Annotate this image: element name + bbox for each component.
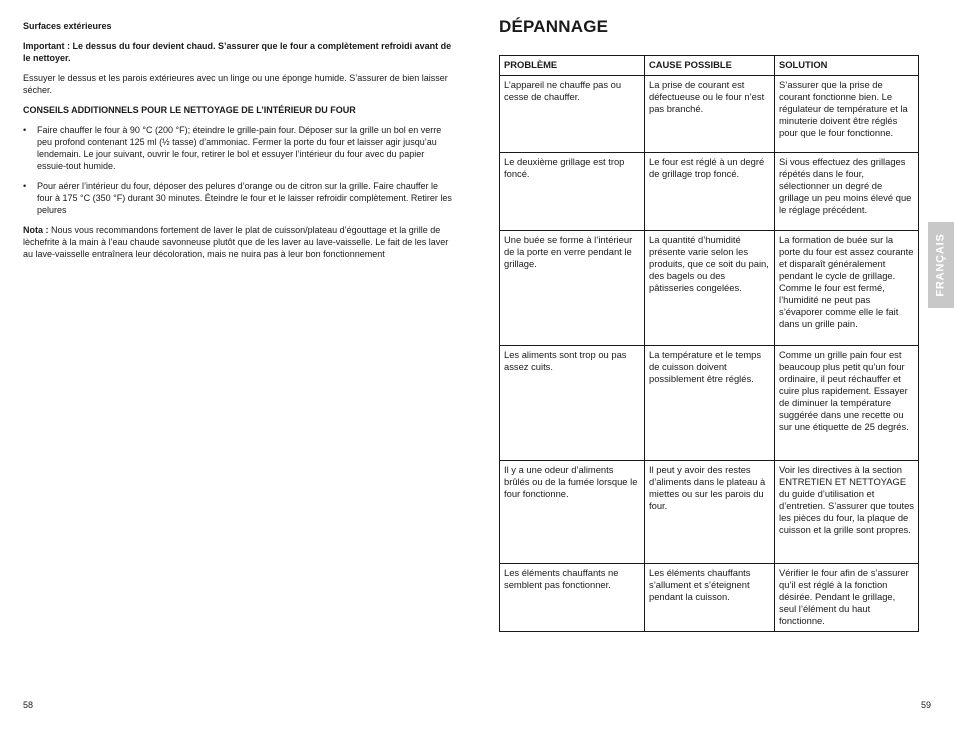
header-solution: SOLUTION	[775, 56, 919, 76]
section-title-exterior-surfaces: Surfaces extérieures	[23, 21, 112, 31]
table-cell-problem: Les éléments chauffants ne semblent pas fonctionner.	[500, 564, 645, 632]
table-row	[500, 346, 919, 461]
table-cell-problem: Le deuxième grillage est trop foncé.	[500, 153, 645, 231]
list-item	[23, 180, 453, 216]
list-item	[23, 124, 453, 172]
bullet-marker: •	[23, 125, 27, 135]
language-tab-label: FRANÇAIS	[935, 233, 948, 297]
table-cell-solution: La formation de buée sur la porte du four est assez courante et disparaît généralement pendant le cycle de grillage. Comme le four est fermé, l’humidité ne peut pas s’évaporer comme elle le fait dans un grille pain.	[775, 231, 919, 346]
wipe-instructions: Essuyer le dessus et les parois extérieures avec un linge ou une éponge humide. S’assurer de bien laisser sécher.	[23, 73, 448, 95]
table-cell-problem: L’appareil ne chauffe pas ou cesse de chauffer.	[500, 76, 645, 153]
language-tab	[928, 222, 954, 308]
table-cell-cause: La quantité d’humidité présente varie selon les produits, que ce soit du pain, des bagels ou des pâtisseries congelées.	[645, 231, 775, 346]
table-row	[500, 231, 919, 346]
page-title: DÉPANNAGE	[499, 17, 609, 36]
table-row	[500, 76, 919, 153]
tips-heading: CONSEILS ADDITIONNELS POUR LE NETTOYAGE DE L’INTÉRIEUR DU FOUR	[23, 105, 356, 115]
table-cell-cause: Le four est réglé à un degré de grillage trop foncé.	[645, 153, 775, 231]
table-cell-problem: Une buée se forme à l’intérieur de la porte en verre pendant le grillage.	[500, 231, 645, 346]
table-cell-cause: Il peut y avoir des restes d’aliments dans le plateau à miettes ou sur les parois du four.	[645, 461, 775, 564]
table-header-row	[500, 56, 919, 76]
note-text: Nous vous recommandons fortement de laver le plat de cuisson/plateau d’égouttage et la grille de lèchefrite à la main à l’eau chaude savonneuse plutôt que de les laver au lave-vaisselle. Le fait de les laver au lave-vaisselle entraînera leur décoloration, mais ne nuira pas à leur bon fonctionnement	[23, 225, 449, 259]
table-cell-problem: Il y a une odeur d’aliments brûlés ou de la fumée lorsque le four fonctionne.	[500, 461, 645, 564]
bullet-marker: •	[23, 181, 27, 191]
note-label: Nota :	[23, 225, 49, 235]
header-possible-cause: CAUSE POSSIBLE	[645, 56, 775, 76]
list-item-text: Pour aérer l’intérieur du four, déposer des pelures d’orange ou de citron sur la grille. Faire chauffer le four à 175 °C (350 °F) durant 30 minutes. Éteindre le four et le laisser refroidir complètement. Retirer les pelures	[37, 181, 452, 215]
right-page	[477, 0, 954, 738]
table-cell-solution: Si vous effectuez des grillages répétés dans le four, sélectionner un degré de grillage un peu moins élevé que le réglage précédent.	[775, 153, 919, 231]
table-cell-cause: La prise de courant est défectueuse ou le four n’est pas branché.	[645, 76, 775, 153]
left-page-content	[23, 20, 453, 268]
table-cell-solution: Comme un grille pain four est beaucoup plus petit qu’un four ordinaire, il peut réchauffer et cuire plus rapidement. Essayer de diminuer la température suggérée dans une recette ou sur une étiquette de 25 degrés.	[775, 346, 919, 461]
table-cell-solution: Voir les directives à la section ENTRETIEN ET NETTOYAGE du guide d’utilisation et d’entretien. S’assurer que toutes les pièces du four, la plaque de cuisson et la grille sont propres.	[775, 461, 919, 564]
table-row	[500, 564, 919, 632]
table-cell-cause: La température et le temps de cuisson doivent possiblement être réglés.	[645, 346, 775, 461]
table-row	[500, 461, 919, 564]
table-cell-cause: Les éléments chauffants s’allument et s’éteignent pendant la cuisson.	[645, 564, 775, 632]
tips-list	[23, 124, 453, 216]
header-problem: PROBLÈME	[500, 56, 645, 76]
troubleshooting-table	[499, 55, 919, 632]
list-item-text: Faire chauffer le four à 90 °C (200 °F); éteindre le grille-pain four. Déposer sur la grille un bol en verre peu profond contenant 125 ml (½ tasse) d’ammoniac. Fermer la porte du four et laisser agir jusqu’au lendemain. Le jour suivant, ouvrir le four, retirer le bol et essuyer l’intérieur du four avec du papier essuie-tout humide.	[37, 125, 442, 171]
table-cell-problem: Les aliments sont trop ou pas assez cuits.	[500, 346, 645, 461]
important-warning: Important : Le dessus du four devient chaud. S’assurer que le four a complètement refroidi avant de le nettoyer.	[23, 41, 452, 63]
page-number-right: 59	[921, 700, 932, 710]
page-number-left: 58	[23, 700, 34, 710]
note-paragraph	[23, 224, 453, 260]
table-row	[500, 153, 919, 231]
table-cell-solution: Vérifier le four afin de s’assurer qu’il est réglé à la fonction désirée. Pendant le grillage, seul l’élément du haut fonctionne.	[775, 564, 919, 632]
table-cell-solution: S’assurer que la prise de courant fonctionne bien. Le régulateur de température et la minuterie doivent être réglés pour que le four fonctionne.	[775, 76, 919, 153]
